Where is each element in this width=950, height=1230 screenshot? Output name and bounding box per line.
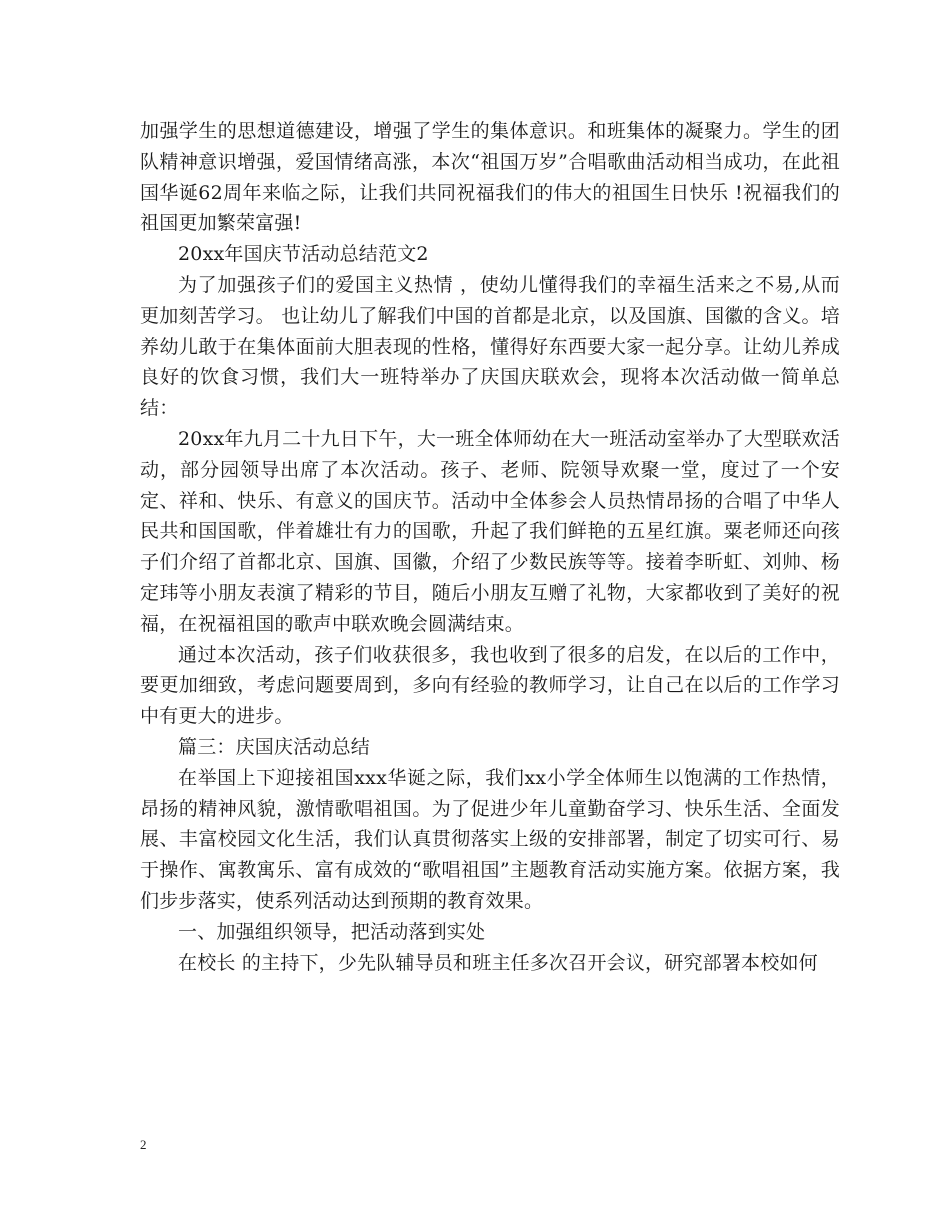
page-number: 2 [140, 1137, 147, 1152]
paragraph: 为了加强孩子们的爱国主义热情 ，使幼儿懂得我们的幸福生活来之不易,从而更加刻苦学习。 也让幼儿了解我们中国的首都是北京，以及国旗、国徽的含义。培养幼儿敢于在集体面前大胆表现的性格，懂得好东西要大家一起分享。让幼儿养成良好的饮食习惯，我们大一班特举办了庆国庆联欢会，现将本次活动做一简单总结： [140, 273, 840, 420]
paragraph-continuation: 加强学生的思想道德建设，增强了学生的集体意识。和班集体的凝聚力。学生的团队精神意识增强，爱国情绪高涨，本次“祖国万岁”合唱歌曲活动相当成功，在此祖国华诞62周年来临之际，让我们共同祝福我们的伟大的祖国生日快乐 !祝福我们的祖国更加繁荣富强! [140, 120, 840, 235]
paragraph: 在举国上下迎接祖国xxx华诞之际，我们xx小学全体师生以饱满的工作热情，昂扬的精神风貌，激情歌唱祖国。为了促进少年儿童勤奋学习、快乐生活、全面发展、丰富校园文化生活，我们认真贯彻落实上级的安排部署，制定了切实可行、易于操作、寓教寓乐、富有成效的“歌唱祖国”主题教育活动实施方案。依据方案，我们步步落实，使系列活动达到预期的教育效果。 [140, 766, 840, 912]
section-heading-example-2: 20xx年国庆节活动总结范文2 [178, 243, 429, 266]
document-body [140, 116, 840, 978]
subheading: 一、加强组织领导，把活动落到实处 [178, 920, 486, 943]
paragraph: 20xx年九月二十九日下午，大一班全体师幼在大一班活动室举办了大型联欢活动，部分园领导出席了本次活动。孩子、老师、院领导欢聚一堂，度过了一个安定、祥和、快乐、有意义的国庆节。活动中全体参会人员热情昂扬的合唱了中华人民共和国国歌，伴着雄壮有力的国歌，升起了我们鲜艳的五星红旗。粟老师还向孩子们介绍了首都北京、国旗、国徽，介绍了少数民族等等。接着李昕虹、刘帅、杨定玮等小朋友表演了精彩的节目，随后小朋友互赠了礼物，大家都收到了美好的祝福，在祝福祖国的歌声中联欢晚会圆满结束。 [140, 427, 840, 635]
section-heading-part-3: 篇三：庆国庆活动总结 [178, 735, 371, 758]
paragraph: 通过本次活动，孩子们收获很多，我也收到了很多的启发，在以后的工作中，要更加细致，考虑问题要周到，多向有经验的教师学习，让自己在以后的工作学习中有更大的进步。 [140, 643, 840, 728]
paragraph: 在校长 的主持下，少先队辅导员和班主任多次召开会议，研究部署本校如何 [178, 951, 818, 974]
